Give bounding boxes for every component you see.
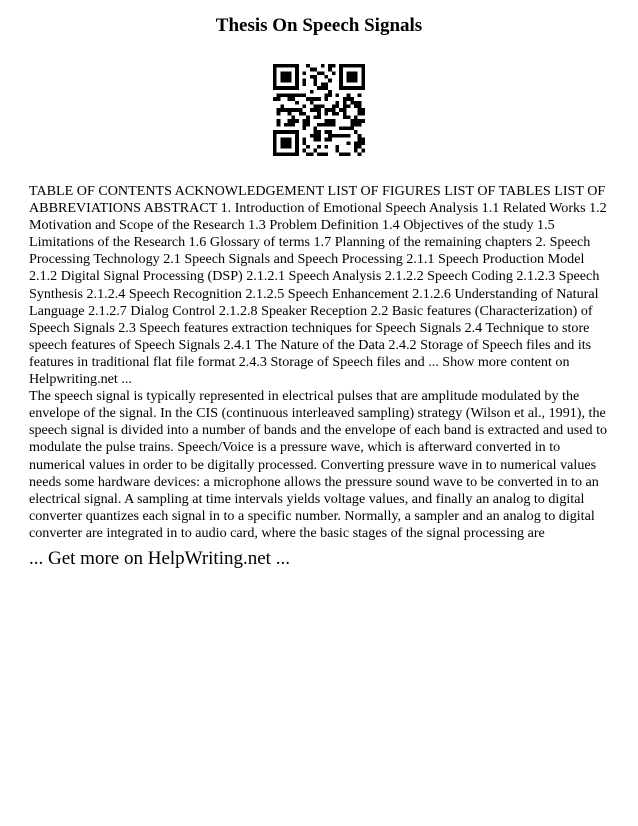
body-paragraph: The speech signal is typically represented in electrical pulses that are amplitude modulated by the envelope of the signal. In the CIS (continuous interleaved sampling) strategy (Wilson et al., 1991), the speech signal is divided into a number of bands and the envelope of each band is extracted and used to modulate the pulse trains. Speech/Voice is a pressure wave, which is afterward converted in to numerical values in order to be digitally processed. Converting pressure wave in to numerical values needs some hardware devices: a microphone allows the pressure sound wave to be converted in to an electrical signal. A sampling at time intervals yields voltage values, and finally an analog to digital converter quantizes each signal in to a specific number. Normally, a sampler and an analog to digital converter are integrated in to audio card, where the basic stages of the signal processing are (29, 388, 608, 541)
qr-code-icon (273, 64, 365, 156)
get-more-link[interactable]: ... Get more on HelpWriting.net ... (29, 548, 290, 569)
document-body (29, 183, 614, 542)
page-title: Thesis On Speech Signals (215, 15, 423, 36)
table-of-contents-paragraph: TABLE OF CONTENTS ACKNOWLEDGEMENT LIST OF FIGURES LIST OF TABLES LIST OF ABBREVIATIONS ABSTRACT 1. Introduction of Emotional Speech Analysis 1.1 Related Works 1.2 Motivation and Scope of the Research 1.3 Problem Definition 1.4 Objectives of the study 1.5 Limitations of the Research 1.6 Glossary of terms 1.7 Planning of the remaining chapters 2. Speech Processing Technology 2.1 Speech Signals and Speech Processing 2.1.1 Speech Production Model 2.1.2 Digital Signal Processing (DSP) 2.1.2.1 Speech Analysis 2.1.2.2 Speech Coding 2.1.2.3 Speech Synthesis 2.1.2.4 Speech Recognition 2.1.2.5 Speech Enhancement 2.1.2.6 Understanding of Natural Language 2.1.2.7 Dialog Control 2.1.2.8 Speaker Reception 2.2 Basic features (Characterization) of Speech Signals 2.3 Speech features extraction techniques for Speech Signals 2.4 Technique to store speech features of Speech Signals 2.4.1 The Nature of the Data 2.4.2 Storage of Speech files and its features in traditional flat file format 2.4.3 Storage of Speech files and ... Show more content on Helpwriting.net ... (29, 183, 607, 388)
